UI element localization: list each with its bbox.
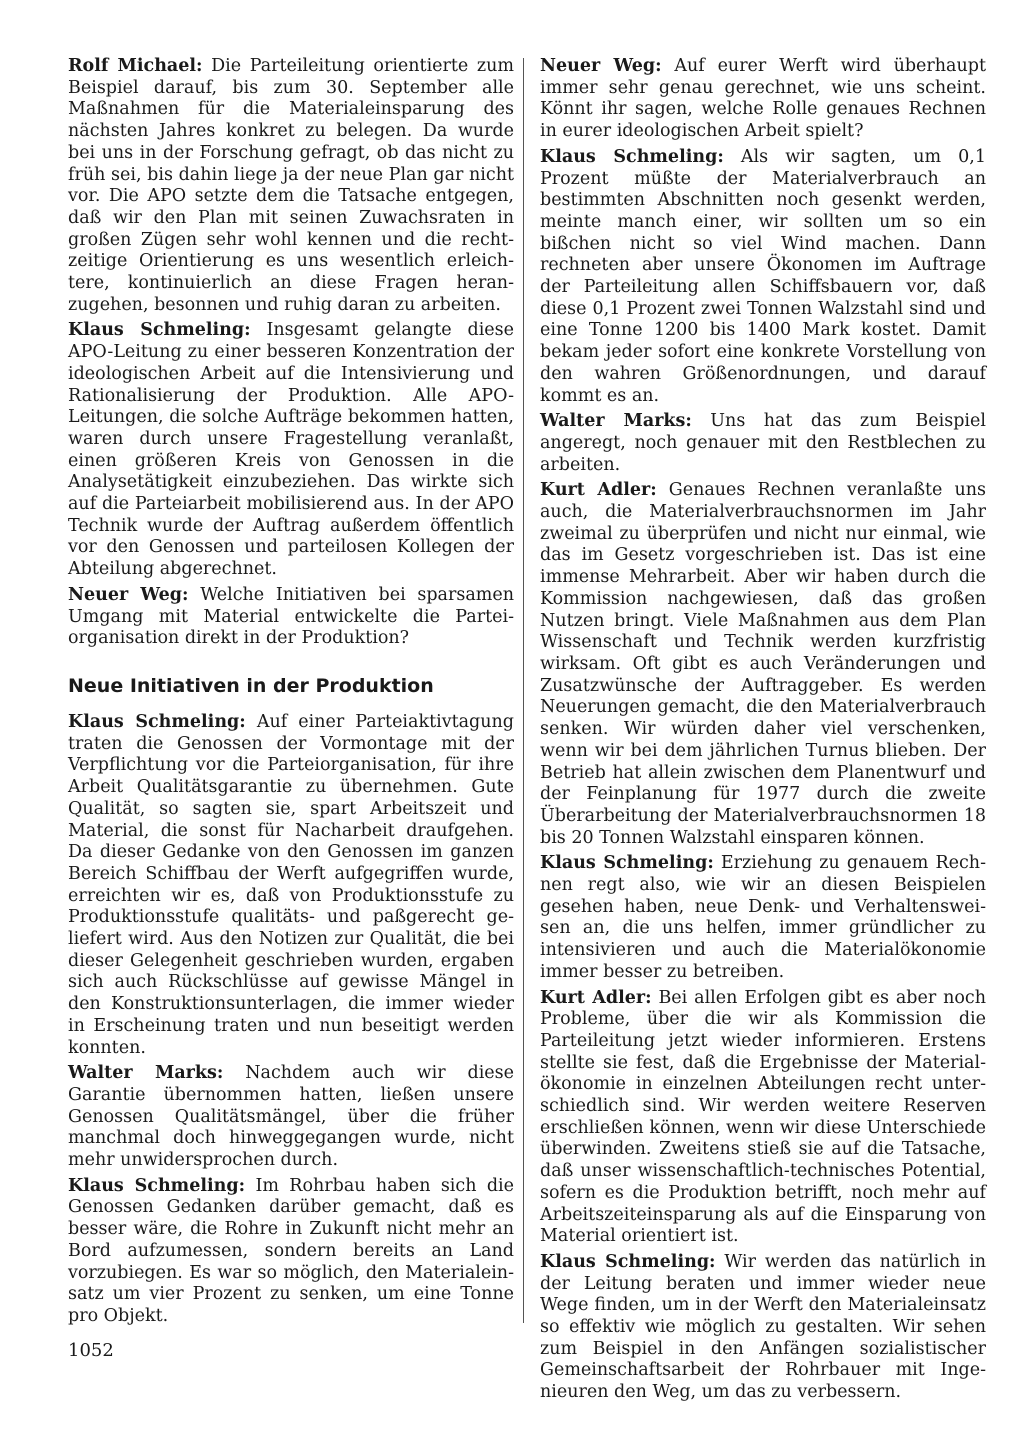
paragraph-text: Im Rohrbau haben sich die Genossen Gedanken darüber gemacht, daß es besser wäre, die Rohre in Zukunft nicht mehr an Bord aufzumessen, sondern bereits an Land vorzubiegen. Es war so möglich, den Materialeinsatz um vier Prozent zu senken, um eine Tonne pro Objekt. [68, 1175, 514, 1326]
speaker-name: Kurt Adler: [540, 987, 652, 1008]
speaker-name: Klaus Schmeling: [68, 320, 251, 341]
interview-paragraph [540, 853, 986, 983]
interview-paragraph [540, 411, 986, 476]
interview-paragraph [540, 56, 986, 143]
interview-paragraph [68, 1176, 514, 1328]
interview-paragraph [68, 320, 514, 580]
paragraph-text: Insgesamt gelangte diese APO-Leitung zu einer besseren Konzentration der ideologischen Arbeit auf die Intensivierung und Rationalisierung der Produktion. Alle APO-Leitungen, die solche Aufträge bekommen hatten, waren durch unsere Fragestellung veranlaßt, einen größeren Kreis von Genossen in die Analysetätigkeit einzubeziehen. Das wirkte sich auf die Parteiarbeit mobilisierend aus. In der APO Technik wurde der Auftrag außerdem öffentlich vor den Genossen und parteilosen Kollegen der Abteilung abgerechnet. [68, 320, 514, 580]
section-heading: Neue Initiativen in der Produktion [68, 674, 434, 697]
paragraph-text: Erziehung zu genauem Rechnen regt also, wie wir an diesen Beispielen gesehen haben, neue Denk- und Verhaltensweisen an, die uns helfen, immer gründlicher zu intensivieren und auch die Materialökonomie immer besser zu betreiben. [540, 853, 986, 982]
interview-paragraph [68, 56, 514, 316]
paragraph-text: Bei allen Erfolgen gibt es aber noch Probleme, über die wir als Kommission die Parteileitung jetzt wieder informieren. Erstens stellte sie fest, daß die Ergebnisse der Materialökonomie in einzelnen Abteilungen recht unterschiedlich sind. Wir werden weitere Reserven erschließen können, wenn wir diese Unterschiede überwinden. Zweitens stieß sie auf die Tatsache, daß unser wissenschaftlich-technisches Potential, sofern es die Produktion betrifft, noch mehr auf Arbeitszeiteinsparung als auf die Einsparung von Material orientiert ist. [540, 987, 986, 1247]
column-divider [523, 58, 524, 1323]
paragraph-text: Die Parteileitung orientierte zum Beispiel darauf, bis zum 30. September alle Maßnahmen für die Materialeinsparung des nächsten Jahres konkret zu belegen. Da wurde bei uns in der Forschung gefragt, ob das nicht zu früh sei, bis dahin liege ja der neue Plan gar nicht vor. Die APO setzte dem die Tatsache entgegen, daß wir den Plan mit seinen Zuwachsraten in großen Zügen sehr wohl kennen und die rechtzeitige Orientierung es uns wesentlich erleichtere, kontinuierlich an diese Fragen heranzugehen, besonnen und ruhig daran zu arbeiten. [68, 56, 514, 315]
speaker-name: Kurt Adler: [540, 480, 657, 501]
interview-paragraph [68, 585, 514, 650]
page-number: 1052 [68, 1340, 114, 1361]
speaker-name: Klaus Schmeling: [540, 853, 714, 874]
paragraph-text: Auf eurer Werft wird überhaupt immer sehr genau gerechnet, wie uns scheint. Könnt ihr sagen, welche Rolle genaues Rechnen in eurer ideologischen Arbeit spielt? [540, 56, 986, 142]
paragraph-text: Auf einer Parteiaktivtagung traten die Genossen der Vormontage mit der Verpflichtung vor die Parteiorganisation, für ihre Arbeit Qualitätsgarantie zu übernehmen. Gute Qualität, so sagten sie, spart Arbeitszeit und Material, die sonst für Nacharbeit draufgehen. Da dieser Gedanke von den Genossen im ganzen Bereich Schiffbau der Werft aufgegriffen wurde, erreichten wir es, daß von Produktionsstufe zu Produktionsstufe qualitäts- und paßgerecht geliefert wird. Aus den Notizen zur Qualität, die bei dieser Gelegenheit geschrieben wurden, ergaben sich auch Rückschlüsse auf gewisse Mängel in den Konstruktionsunterlagen, die immer wieder in Erscheinung traten und nun beseitigt werden konnten. [68, 711, 514, 1058]
speaker-name: Klaus Schmeling: [540, 146, 724, 167]
paragraph-text: Nachdem auch wir diese Garantie übernommen hatten, ließen unsere Genossen Qualitätsmängel, über die früher manchmal doch hinweggegangen wurde, nicht mehr unwidersprochen durch. [68, 1063, 514, 1171]
interview-paragraph [68, 712, 514, 1059]
left-paragraphs-before-heading [68, 56, 514, 650]
interview-paragraph [540, 480, 986, 849]
left-paragraphs-after-heading [68, 712, 514, 1328]
speaker-name: Klaus Schmeling: [540, 1251, 716, 1272]
interview-paragraph [68, 1063, 514, 1172]
paragraph-text: Genaues Rechnen veranlaßte uns auch, die Materialverbrauchsnormen im Jahr zweimal zu überprüfen und nicht nur einmal, wie das im Gesetz vorgeschrieben ist. Das ist eine immense Mehrarbeit. Aber wir haben durch die Kommission nachgewiesen, daß das großen Nutzen bringt. Viele Maßnahmen aus dem Plan Wissenschaft und Technik werden kurzfristig wirksam. Oft gibt es auch Veränderungen und Zusatzwünsche der Auftraggeber. Es werden Neuerungen gemacht, die den Materialverbrauch senken. Wir würden daher viel verschenken, wenn wir bei dem jährlichen Turnus blieben. Der Betrieb hat allein zwischen dem Planentwurf und der Feinplanung für 1977 durch die zweite Überarbeitung der Materialverbrauchsnormen 18 bis 20 Tonnen Walzstahl einsparen können. [540, 480, 986, 848]
interview-paragraph [540, 988, 986, 1248]
paragraph-text: Als wir sagten, um 0,1 Prozent müßte der Materialverbrauch an bestimmten Abschnitten noch gesenkt werden, meinte manch einer, wir sollten um so ein bißchen nicht so viel Wind machen. Dann rechneten aber unsere Ökonomen im Auftrage der Parteileitung allen Schiffsbauern vor, daß diese 0,1 Prozent zwei Tonnen Walzstahl sind und eine Tonne 1200 bis 1400 Mark kostet. Damit bekam jeder sofort eine konkrete Vorstellung von den wahren Größenordnungen, und darauf kommt es an. [540, 146, 986, 406]
paragraph-text: Uns hat das zum Beispiel angeregt, noch genauer mit den Restblechen zu arbeiten. [540, 411, 986, 475]
speaker-name: Walter Marks: [68, 1063, 224, 1084]
speaker-name: Neuer Weg: [68, 584, 189, 605]
interview-paragraph [540, 1252, 986, 1404]
speaker-name: Rolf Michael: [68, 56, 203, 76]
paragraph-text: Wir werden das natürlich in der Leitung beraten und immer wieder neue Wege finden, um in der Werft den Materialeinsatz so effektiv wie möglich zu gestalten. Wir sehen zum Beispiel in den Anfängen sozialistischer Gemeinschaftsarbeit der Rohrbauer mit Ingenieuren den Weg, um das zu verbessern. [540, 1251, 987, 1403]
right-paragraphs [540, 56, 986, 1404]
speaker-name: Klaus Schmeling: [68, 711, 246, 732]
left-column [68, 56, 514, 1332]
right-column [540, 56, 986, 1408]
speaker-name: Klaus Schmeling: [68, 1175, 246, 1196]
paragraph-text: Welche Initiativen bei sparsamen Umgang mit Material entwickelte die Parteiorganisation direkt in der Produktion? [68, 584, 514, 649]
speaker-name: Neuer Weg: [540, 56, 662, 76]
interview-paragraph [540, 147, 986, 407]
speaker-name: Walter Marks: [540, 411, 692, 432]
